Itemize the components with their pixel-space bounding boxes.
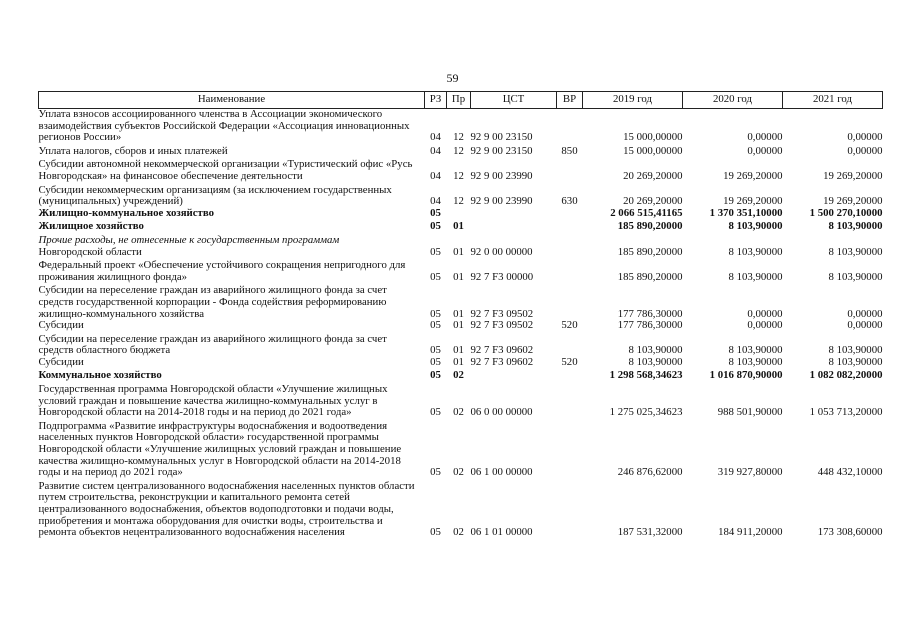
row-2020: 19 269,20000 [723, 195, 783, 208]
row-pr: 02 [453, 406, 464, 419]
table-row [39, 109, 883, 144]
row-rz: 04 [430, 144, 441, 157]
row-name-italic: Прочие расходы, не отнесенные к государственным программам [38, 233, 340, 246]
row-2021: 8 103,90000 [828, 344, 883, 357]
row-rz: 05 [430, 355, 441, 368]
row-cst: 92 0 00 00000 [470, 245, 533, 258]
row-2021: 0,00000 [847, 144, 883, 157]
budget-table [38, 91, 883, 539]
row-vr [557, 233, 583, 258]
row-cst: 92 7 F3 09502 [470, 307, 534, 320]
row-rz: 04 [430, 131, 441, 144]
row-2019: 185 890,20000 [617, 245, 683, 258]
row-rz: 05 [430, 206, 441, 219]
row-name: Субсидии на переселение граждан из аварийного жилищного фонда за счет средств государственной корпорации - Фонда содействия реформированию жилищно-коммунального хозяйства [38, 284, 387, 320]
row-2020: 19 269,20000 [723, 169, 783, 182]
table-row [39, 382, 883, 419]
row-rz: 04 [430, 195, 441, 208]
row-name: Подпрограмма «Развитие инфраструктуры водоснабжения и водоотведения населенных пунктов Новгородской области» государственной программы Новгородской области «Улучшение жилищных условий граждан и повышение качества жилищно-коммунальных услуг в Новгородской области на 2014-2018 годы и на период до 2021 года» [38, 419, 402, 479]
row-2021: 173 308,60000 [817, 526, 883, 539]
row-2019: 185 890,20000 [617, 270, 683, 283]
row-pr: 12 [453, 131, 464, 144]
row-2020: 319 927,80000 [717, 466, 783, 479]
row-cst [471, 208, 557, 220]
row-pr: 01 [453, 319, 464, 332]
row-vr [557, 283, 583, 320]
row-pr: 01 [453, 270, 464, 283]
row-name: Субсидии автономной некоммерческой организации «Туристический офис «Русь Новгородская» на финансовое обеспечение деятельности [38, 158, 413, 182]
table-row [39, 283, 883, 320]
table-row-section [39, 368, 883, 382]
table-row [39, 183, 883, 208]
row-name: Федеральный проект «Обеспечение устойчивого сокращения непригодного для проживания жилищного фонда» [38, 259, 406, 283]
row-2021: 0,00000 [847, 307, 883, 320]
row-vr [557, 208, 583, 220]
row-cst: 92 7 F3 09602 [470, 355, 534, 368]
row-2020: 0,00000 [747, 131, 783, 144]
table-row [39, 157, 883, 182]
row-name: Субсидии [38, 319, 84, 332]
row-2019: 177 786,30000 [617, 319, 683, 332]
row-pr: 01 [453, 220, 464, 233]
row-vr [557, 382, 583, 419]
row-2020: 8 103,90000 [728, 245, 783, 258]
row-name: Жилищное хозяйство [38, 220, 144, 233]
header-2021: 2021 год [783, 92, 883, 109]
row-pr: 01 [453, 355, 464, 368]
row-2019: 185 890,20000 [617, 220, 683, 233]
row-vr: 630 [561, 195, 578, 208]
row-pr: 01 [453, 307, 464, 320]
row-name: Государственная программа Новгородской области «Улучшение жилищных условий граждан и повышение качества жилищно-коммунальных услуг в Новгородской области на 2014-2018 годы и на период до 2021 года» [38, 383, 388, 419]
row-rz: 04 [430, 169, 441, 182]
row-2021: 8 103,90000 [828, 220, 883, 233]
row-2021: 19 269,20000 [823, 195, 883, 208]
table-row [39, 320, 883, 332]
row-vr [557, 219, 583, 233]
row-pr: 02 [453, 369, 464, 382]
row-vr [557, 332, 583, 357]
header-pr: Пр [447, 92, 471, 109]
row-2019: 1 298 568,34623 [609, 369, 683, 382]
row-2021: 0,00000 [847, 131, 883, 144]
row-cst: 92 9 00 23150 [470, 144, 533, 157]
row-2019: 15 000,00000 [623, 144, 683, 157]
row-2020: 0,00000 [747, 319, 783, 332]
row-vr: 850 [561, 144, 578, 157]
row-vr [557, 157, 583, 182]
table-row [39, 233, 883, 258]
row-cst: 06 0 00 00000 [470, 406, 533, 419]
row-name: Коммунальное хозяйство [38, 369, 162, 382]
row-vr: 520 [561, 355, 578, 368]
row-2019: 8 103,90000 [628, 355, 683, 368]
row-2020: 8 103,90000 [728, 355, 783, 368]
row-cst: 06 1 00 00000 [470, 466, 533, 479]
header-rz: РЗ [425, 92, 447, 109]
row-pr [447, 208, 471, 220]
row-vr [557, 258, 583, 283]
row-pr: 02 [453, 466, 464, 479]
row-pr: 02 [453, 526, 464, 539]
row-2020: 0,00000 [747, 307, 783, 320]
row-2019: 187 531,32000 [617, 526, 683, 539]
row-name-rest: Новгородской области [38, 245, 142, 258]
table-row [39, 332, 883, 357]
row-cst: 92 9 00 23990 [470, 169, 533, 182]
table-row [39, 144, 883, 158]
row-2020: 988 501,90000 [717, 406, 783, 419]
row-cst: 92 9 00 23990 [470, 195, 533, 208]
row-rz: 05 [430, 220, 441, 233]
row-2021: 19 269,20000 [823, 169, 883, 182]
row-2020: 184 911,20000 [718, 526, 783, 539]
table-row [39, 479, 883, 539]
row-2021: 8 103,90000 [828, 355, 883, 368]
row-2019: 177 786,30000 [617, 307, 683, 320]
row-pr: 12 [453, 144, 464, 157]
table-row [39, 357, 883, 369]
row-vr [557, 368, 583, 382]
row-2019: 20 269,20000 [623, 195, 683, 208]
row-cst: 92 7 F3 09602 [470, 344, 534, 357]
row-vr [557, 479, 583, 539]
row-pr: 01 [453, 245, 464, 258]
row-name: Субсидии на переселение граждан из аварийного жилищного фонда за счет средств областного бюджета [38, 332, 387, 357]
row-cst: 92 9 00 23150 [470, 131, 533, 144]
row-2020: 0,00000 [747, 144, 783, 157]
row-2019: 1 275 025,34623 [609, 406, 683, 419]
row-2021: 8 103,90000 [828, 245, 883, 258]
row-2021: 1 500 270,10000 [809, 206, 883, 219]
row-name: Развитие систем централизованного водоснабжения населенных пунктов области путем строительства, реконструкции и капитального ремонта сетей централизованного водоснабжения, объектов водоподготовки и подачи воды, приобретения и монтажа оборудования для очистки воды, строительства и ремонта объектов нецентрализованного водоснабжения населения [38, 479, 415, 539]
row-cst: 92 7 F3 09502 [470, 319, 534, 332]
row-2020: 8 103,90000 [728, 344, 783, 357]
row-pr: 01 [453, 344, 464, 357]
row-cst: 06 1 01 00000 [470, 526, 533, 539]
page-number: 59 [446, 71, 459, 85]
row-cst [471, 219, 557, 233]
header-2020: 2020 год [683, 92, 783, 109]
row-rz: 05 [430, 369, 441, 382]
row-rz: 05 [430, 270, 441, 283]
row-rz: 05 [430, 466, 441, 479]
row-2021: 1 053 713,20000 [809, 406, 883, 419]
row-pr: 12 [453, 195, 464, 208]
header-2019: 2019 год [583, 92, 683, 109]
header-cst: ЦСТ [471, 92, 557, 109]
row-rz: 05 [430, 319, 441, 332]
row-name: Жилищно-коммунальное хозяйство [38, 206, 215, 219]
row-2020: 8 103,90000 [728, 270, 783, 283]
table-row-section [39, 219, 883, 233]
row-rz: 05 [430, 245, 441, 258]
row-2020: 8 103,90000 [728, 220, 783, 233]
row-rz: 05 [430, 344, 441, 357]
row-name [39, 233, 425, 258]
row-2019: 8 103,90000 [628, 344, 683, 357]
row-name: Уплата налогов, сборов и иных платежей [38, 144, 228, 157]
row-2021: 1 082 082,20000 [809, 369, 883, 382]
table-row [39, 419, 883, 479]
row-2019: 20 269,20000 [623, 169, 683, 182]
header-name: Наименование [39, 92, 425, 109]
row-2021: 8 103,90000 [828, 270, 883, 283]
row-cst [471, 368, 557, 382]
row-name: Субсидии некоммерческим организациям (за исключением государственных (муниципальных) учреждений) [38, 183, 392, 208]
row-vr [557, 109, 583, 144]
row-rz: 05 [430, 307, 441, 320]
row-vr: 520 [561, 319, 578, 332]
row-2021: 448 432,10000 [817, 466, 883, 479]
row-2019: 246 876,62000 [617, 466, 683, 479]
table-header-row [39, 92, 883, 109]
table-row [39, 258, 883, 283]
row-vr [557, 419, 583, 479]
row-rz: 05 [430, 526, 441, 539]
table-row-section [39, 208, 883, 220]
row-rz: 05 [430, 406, 441, 419]
row-2020: 1 370 351,10000 [709, 206, 783, 219]
row-2020: 1 016 870,90000 [709, 369, 783, 382]
row-2019: 15 000,00000 [623, 131, 683, 144]
header-vr: ВР [557, 92, 583, 109]
row-cst: 92 7 F3 00000 [470, 270, 534, 283]
row-2019: 2 066 515,41165 [610, 206, 683, 219]
row-name: Уплата взносов ассоциированного членства в Ассоциации экономического взаимодействия субъектов Российской Федерации «Ассоциация инновационных регионов России» [38, 108, 410, 144]
row-name: Субсидии [38, 355, 84, 368]
row-2021: 0,00000 [847, 319, 883, 332]
row-pr: 12 [453, 169, 464, 182]
